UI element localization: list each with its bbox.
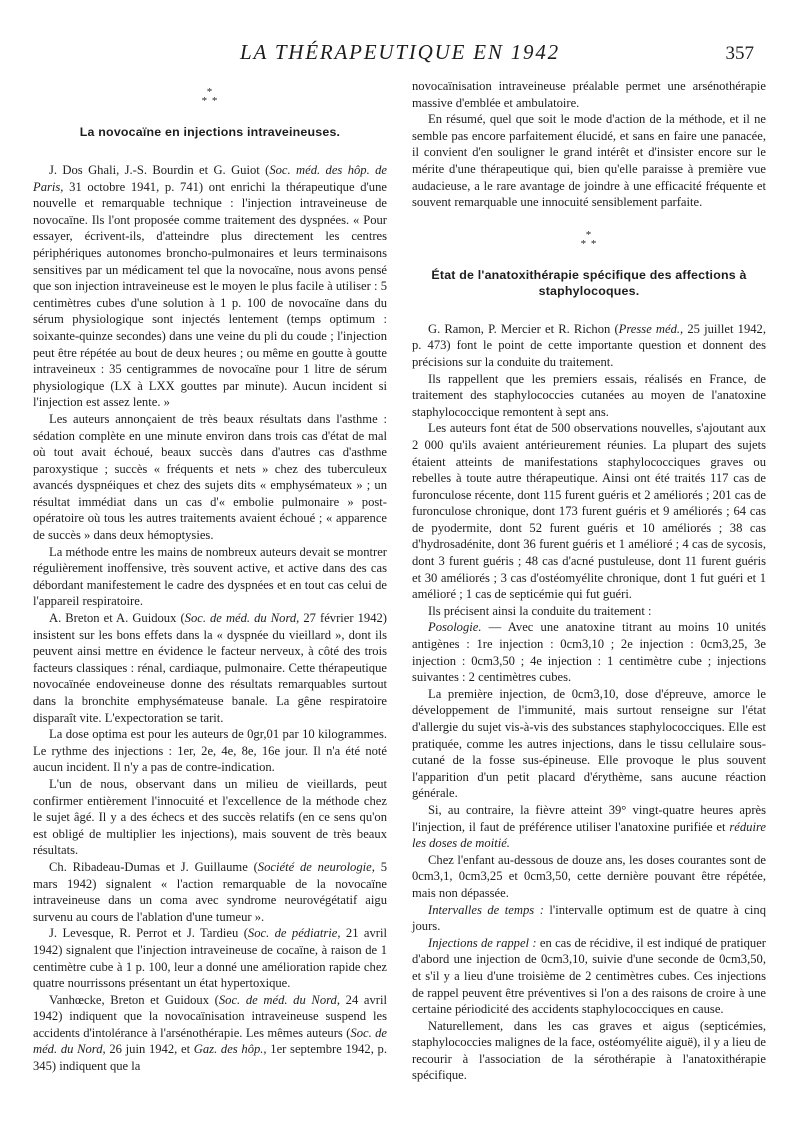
journal-citation: Soc. de méd. du Nord, (33, 1025, 387, 1057)
separator-star: * (206, 86, 214, 98)
paragraph: Naturellement, dans les cas graves et aigus (septicémies, staphylococcies malignes de la face, ostéomyélite aiguë), il y a lieu de recourir à l'association de la sérothérapie à l'anatoxithérapie spécifique. (412, 1018, 766, 1083)
paragraph: novocaïnisation intraveineuse préalable permet une arsénothérapie massive d'emblée et ambulatoire. (412, 79, 766, 110)
separator-stars: * * (580, 237, 598, 250)
paragraph: Vanhœcke, Breton et Guidoux (Soc. de méd. du Nord, 24 avril 1942) indiquent que la novocaïnisation intraveineuse suspend les accidents d'intolérance à l'arsénothérapie. Les mêmes auteurs (Soc. de méd. du Nord, 26 juin 1942, et Gaz. des hôp., 1er septembre 1942, p. 345) indiquent que la (33, 992, 387, 1074)
separator-star: * (585, 228, 593, 241)
paragraph: Injections de rappel : en cas de récidive, il est indiqué de pratiquer d'abord une injection de 0cm3,10, suivie d'une seconde de 0cm3,50, et s'il y a lieu d'une troisième de 2 centimètres cubes. Ces injections de rappel peuvent être préventives si l'on a des raisons de croire à une certaine périodicité des accidents staphylococciques en cause. (412, 935, 767, 1017)
paragraph: Ch. Ribadeau-Dumas et J. Guillaume (Société de neurologie, 5 mars 1942) signalent « l'action remarquable de la novocaïne intraveineuse dans un coma avec syndrome neurovégétatif aigu survenu au cours de l'ablation d'une tumeur ». (33, 859, 388, 924)
journal-citation: Soc. méd. des hôp. de Paris, (33, 163, 387, 194)
paragraph: L'un de nous, observant dans un milieu de vieillards, peut confirmer entièrement l'innocuité et l'excellence de la méthode chez le sujet âgé. Il y a des échecs et des succès relatifs (en ce sens qu'on est obligé de multiplier les injections), mais souvent de très beaux résultats. (33, 776, 387, 858)
paragraph: La méthode entre les mains de nombreux auteurs devait se montrer régulièrement inoffensive, très souvent active, et active dans des cas débordant manifestement le cadre des dyspnées et en tout cas celui de l'appareil respiratoire. (33, 544, 387, 609)
paragraph-label: Posologie. (428, 620, 482, 635)
page-number: 357 (725, 43, 754, 64)
paragraph: Intervalles de temps : l'intervalle optimum est de quatre à cinq jours. (412, 902, 766, 934)
paragraph: Ils rappellent que les premiers essais, réalisés en France, de traitement des staphylococcies cutanées au moyen de l'anatoxine staphylococcique remontent à sept ans. (412, 371, 766, 419)
paragraph: G. Ramon, P. Mercier et R. Richon (Presse méd., 25 juillet 1942, p. 473) font le point de cette importante question et donnent des précisions sur la conduite du traitement. (412, 321, 766, 369)
paragraph: Chez l'enfant au-dessous de douze ans, les doses courantes sont de 0cm3,1, 0cm3,25 et 0cm3,50, cette dernière pouvant être répétée, mais non dépassée. (412, 852, 766, 900)
paragraph: La première injection, de 0cm3,10, dose d'épreuve, amorce le développement de l'immunité, mais surtout renseigne sur l'état d'allergie du sujet vis-à-vis des substances staphylococciques. Elle est pratiquée, comme les autres injections, dans le tissu cellulaire sous-cutané de la fosse sus-épineuse. Elle provoque le plus souvent l'apparition d'un petit placard d'érythème, sans aucune réaction générale. (412, 686, 766, 801)
paragraph: Si, au contraire, la fièvre atteint 39° vingt-quatre heures après l'injection, il faut de préférence utiliser l'anatoxine purifiée et réduire les doses de moitié. (412, 802, 766, 851)
paragraph: Les auteurs font état de 500 observations nouvelles, s'ajoutant aux 2 000 qu'ils avaient antérieurement réunies. La plupart des sujets étaient atteints de manifestations staphylococciques graves ou rebelles à toute autre thérapeutique. Ainsi ont été traités 117 cas de furonculose récente, dont 115 furent guéris et 2 améliorés ; 201 cas de furonculose chronique, dont 173 furent guéris et 9 améliorés ; 64 cas de pyodermite, dont 52 furent guéris et 10 améliorés ; 38 cas d'hydrosadénite, dont 36 furent guéris et 1 amélioré ; 4 cas de sycosis, dont 3 furent guéris ; 48 cas d'acné pustuleuse, dont 11 furent guéris et 30 améliorés ; 3 cas d'ostéomyélite chronique, dont 1 fut guéri et 1 amélioré ; 1 cas de septicémie qui fut guéri. (412, 421, 766, 602)
paragraph: A. Breton et A. Guidoux (Soc. de méd. du Nord, 27 février 1942) insistent sur les bons effets dans la « dyspnée du vieillard », dont ils peuvent ainsi mettre en évidence le facteur nerveux, à côté des trois facteurs classiques : rénal, cardiaque, pulmonaire. Cette thérapeutique novocaïnée endoveineuse donne des résultats remarquables surtout dans la bronchite emphysémateuse banale. La gêne respiratoire disparaît vite. L'expectoration se tarit. (33, 611, 387, 725)
journal-citation: Société de neurologie, (257, 859, 375, 874)
journal-citation: Soc. de méd. du Nord, (184, 611, 300, 626)
journal-citation: Soc. de méd. du Nord, (218, 992, 340, 1007)
section-heading: État de l'anatoxithérapie spécifique des affections à staphylocoques. (431, 267, 747, 298)
section-separator (33, 88, 387, 106)
paragraph-label: Intervalles de temps : (428, 902, 544, 917)
journal-citation: Gaz. des hôp., (193, 1042, 267, 1057)
running-title: LA THÉRAPEUTIQUE EN 1942 (240, 40, 560, 64)
journal-citation: Soc. de pédiatrie, (247, 926, 341, 941)
journal-citation: Presse méd., (618, 321, 684, 336)
paragraph: Les auteurs annonçaient de très beaux résultats dans l'asthme : sédation complète en une minute environ dans trois cas d'état de mal où tout avait échoué, beaux succès dans d'autres cas d'asthme paroxystique ; succès « fréquents et nets » chez des tuberculeux avancés dyspnéiques et chez des sujets dits « emphysémateux » ; un résultat immédiat dans un cas d'« embolie pulmonaire » post-opératoire où tous les autres traitements avaient échoué ; « apparence de succès » dans deux hémoptysies. (33, 411, 387, 543)
separator-stars: * * (201, 95, 219, 107)
paragraph: J. Levesque, R. Perrot et J. Tardieu (Soc. de pédiatrie, 21 avril 1942) signalent que l'injection intraveineuse de cocaïne, à raison de 1 centimètre cube à 1 p. 100, leur a donné une amélioration rapide chez quatre nourrissons présentant un état hypertoxique. (33, 926, 387, 991)
paragraph: Posologie. — Avec une anatoxine titrant au moins 10 unités antigènes : 1re injection : 0cm3,10 ; 2e injection : 0cm3,25, 3e injection : 0cm3,50 ; 4e injection : 1 centimètre cube ; injections suivantes : 2 centimètres cubes. (412, 620, 766, 685)
emphasis-text: réduire les doses de moitié. (412, 819, 766, 851)
paragraph: La dose optima est pour les auteurs de 0gr,01 par 10 kilogrammes. Le rythme des injections : 1er, 2e, 4e, 8e, 16e jour. Il n'a été noté aucun incident. Il n'y a pas de contre-indication. (33, 727, 387, 775)
right-column (412, 78, 766, 1084)
section-heading: La novocaïne en injections intraveineuses. (79, 125, 341, 139)
left-column (33, 78, 387, 1075)
paragraph: J. Dos Ghali, J.-S. Bourdin et G. Guiot (Soc. méd. des hôp. de Paris, 31 octobre 1941, p. 741) ont enrichi la thérapeutique d'une nouvelle et remarquable technique : l'injection intraveineuse de novocaïne. Ils l'ont proposée comme traitement des dyspnées. « Pour essayer, écrivent-ils, d'atteindre plus directement les centres périphériques autonomes broncho-pulmonaires et leurs terminaisons sensitives par un médicament tel que la novocaïne, nous avons pensé que son injection intraveineuse est le moyen le plus facile à utiliser : 5 centimètres cubes d'une solution à 1 p. 100 de novocaïne dans du sérum physiologique sont injectés lentement (temps optimum : soixante-quinze secondes) dans une veine du pli du coude ; l'injection peut être répétée au bout de deux heures ; ou même en goutte à goutte intraveineux : 35 centigrammes de novocaïne pour 1 litre de sérum physiologique (LX à LXX gouttes par minute). Aucun incident si l'injection est assez lente. » (33, 163, 387, 410)
paragraph-label: Injections de rappel : (428, 935, 537, 950)
paragraph: En résumé, quel que soit le mode d'action de la méthode, et il ne semble pas encore parfaitement élucidé, et sans en faire une panacée, il convient d'en souligner le grand intérêt et d'insister encore sur le mérite d'une thérapeutique qui, bien qu'elle paraisse à première vue audacieuse, a le rare avantage de joindre à une efficacité fréquente et souvent remarquable une innocuité sensiblement parfaite. (412, 112, 766, 210)
paragraph: Ils précisent ainsi la conduite du traitement : (428, 603, 652, 618)
section-separator (412, 228, 766, 250)
